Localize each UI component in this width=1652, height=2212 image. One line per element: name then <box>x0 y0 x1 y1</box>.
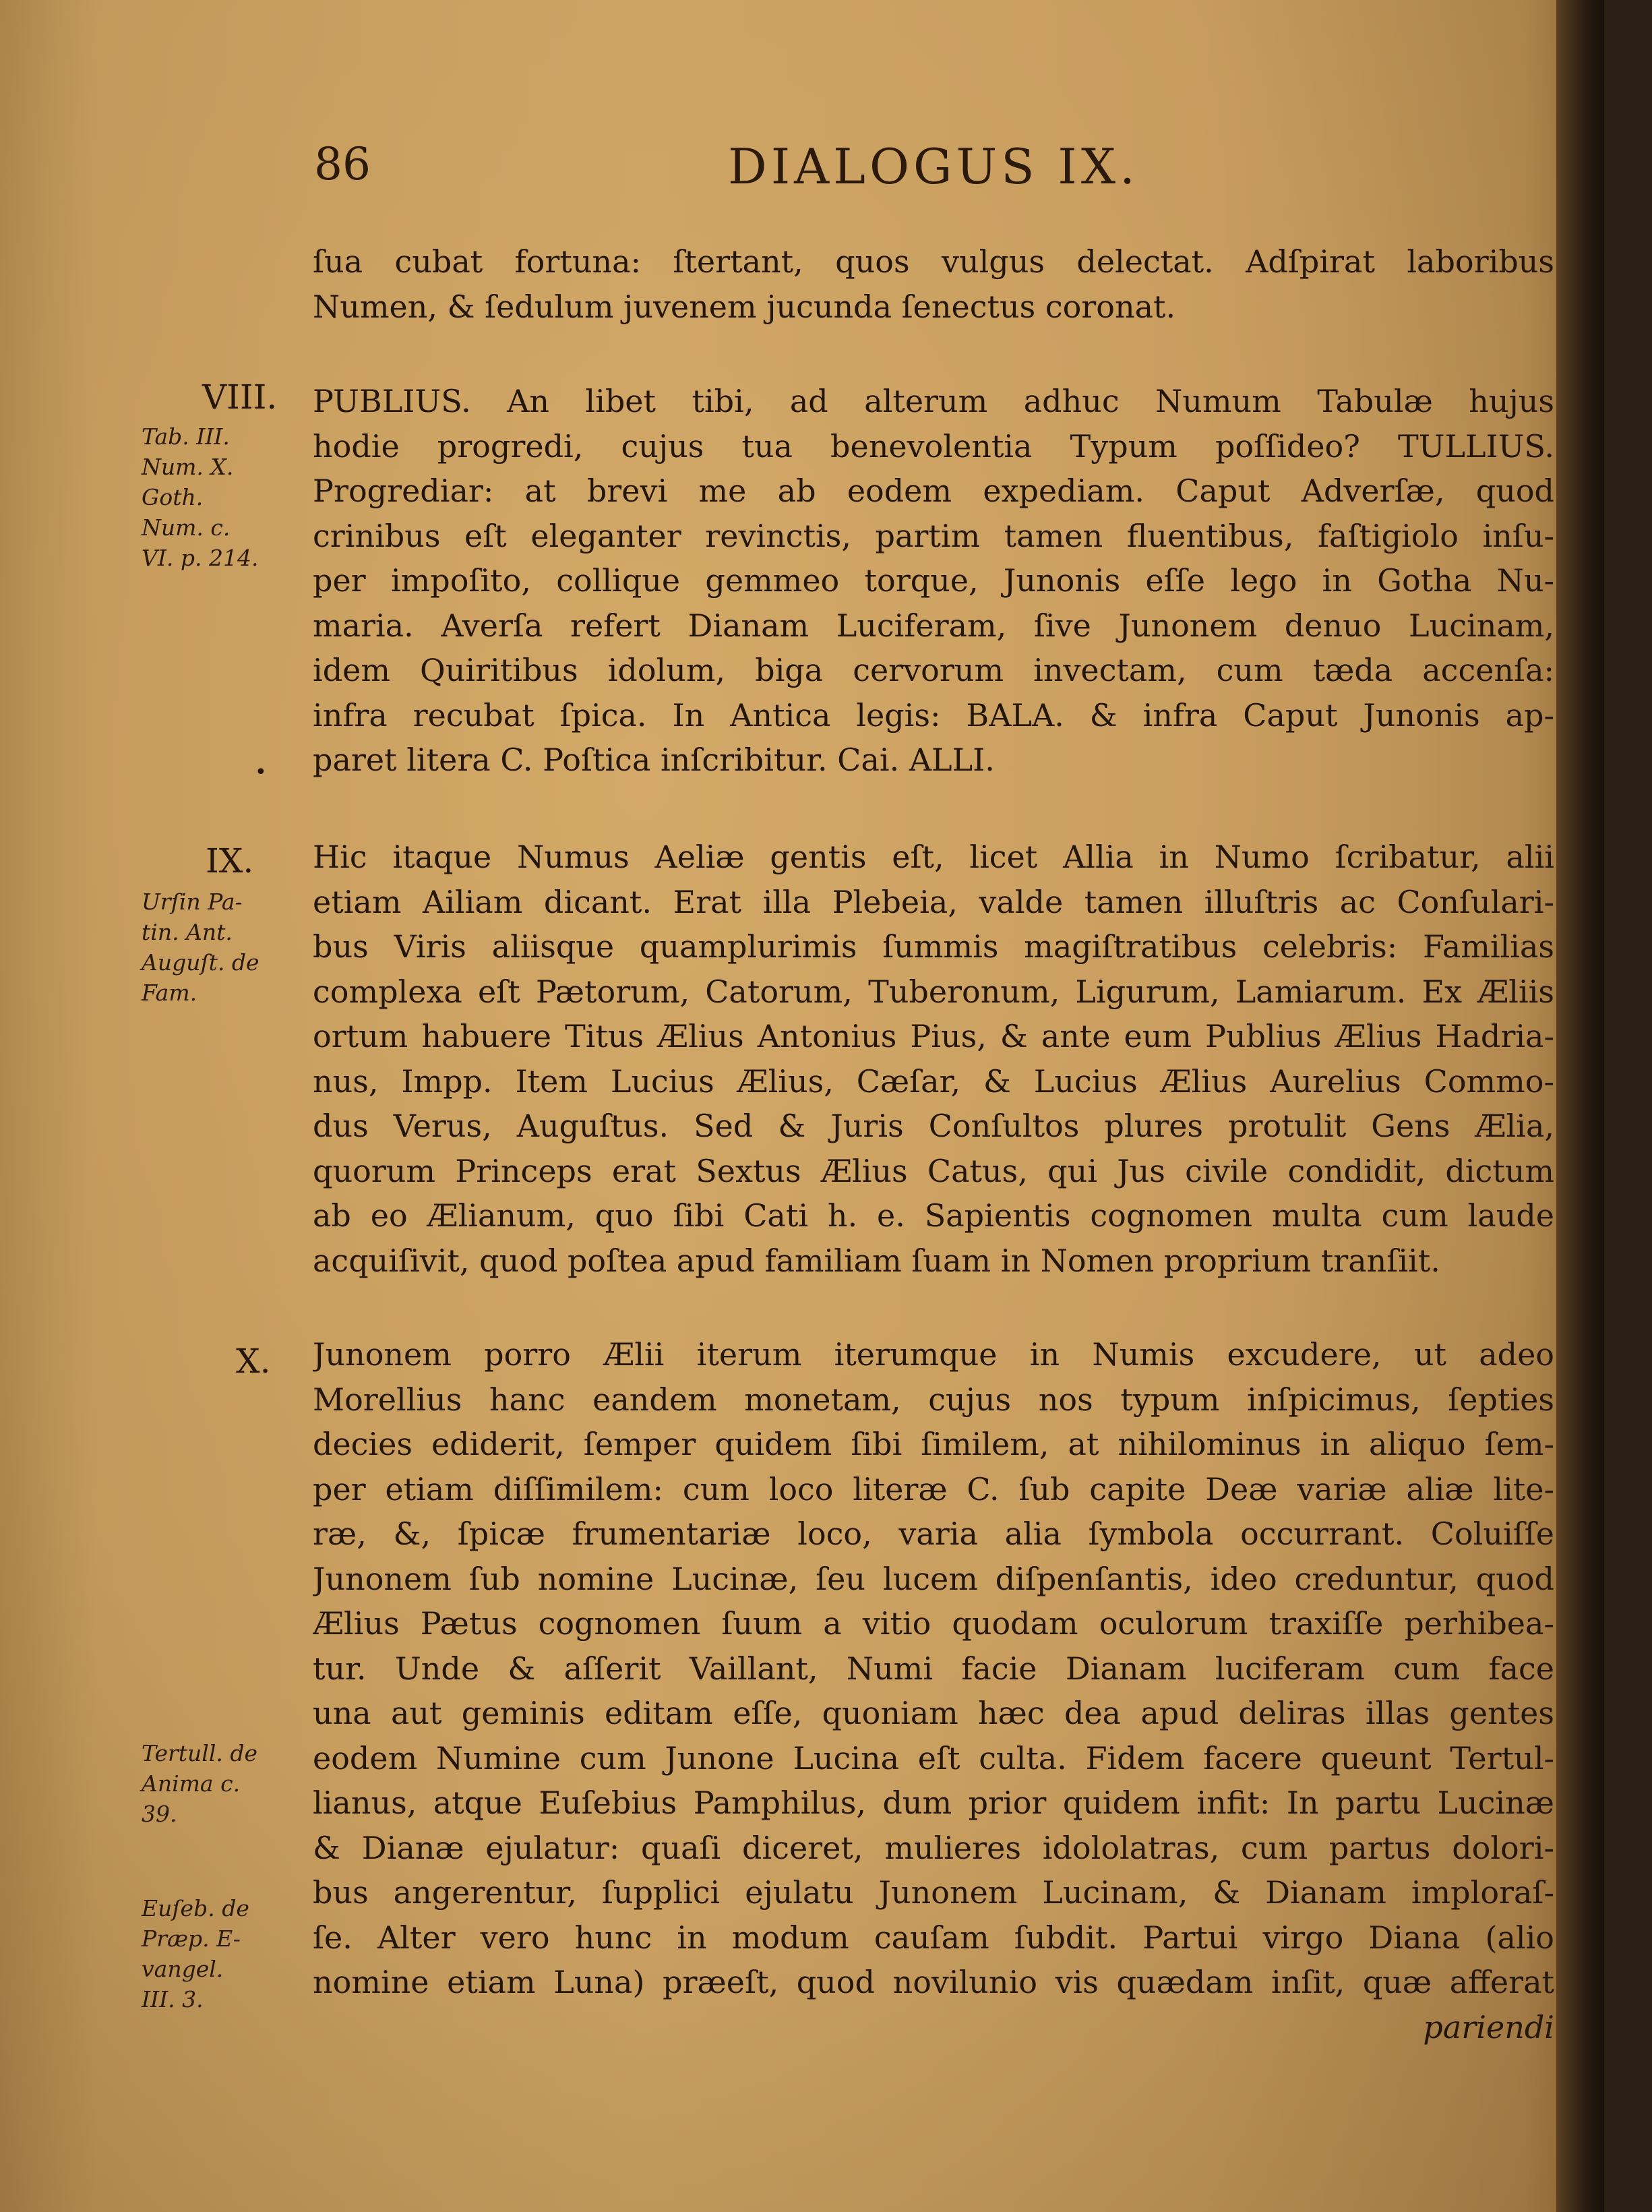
margin-note-line: tin. Ant. <box>142 919 233 945</box>
text-line: tur. Unde & aſſerit Vaillant, Numi facie Dianam luciferam cum face <box>313 1650 1554 1687</box>
margin-note-line: Fam. <box>142 980 197 1006</box>
text-line: quorum Princeps erat Sextus Ælius Catus, qui Jus civile condidit, dictum <box>313 1152 1554 1189</box>
margin-bullet: • <box>255 760 267 784</box>
section-ix-paragraph <box>313 835 1554 1283</box>
text-line: ortum habuere Titus Ælius Antonius Pius, & ante eum Publius Ælius Hadria- <box>313 1018 1554 1054</box>
text-line: bus Viris aliisque quamplurimis ſummis magiſtratibus celebris: Familias <box>313 928 1554 965</box>
margin-note-viii <box>142 421 297 573</box>
text-line: per impoſito, collique gemmeo torque, Junonis eſſe lego in Gotha Nu- <box>313 562 1554 599</box>
margin-note-line: Præp. E- <box>142 1925 241 1952</box>
margin-note-line: 39. <box>142 1801 177 1827</box>
section-number-ix: IX. <box>206 841 254 880</box>
text-line: Hic itaque Numus Aeliæ gentis eſt, licet Allia in Numo ſcribatur, alii <box>313 839 1554 875</box>
book-gutter <box>1556 0 1604 2212</box>
text-line: dus Verus, Auguſtus. Sed & Juris Conſultos plures protulit Gens Ælia, <box>313 1108 1554 1144</box>
text-line: maria. Averſa refert Dianam Luciferam, ſive Junonem denuo Lucinam, <box>313 607 1554 644</box>
text-line: Morellius hanc eandem monetam, cujus nos typum inſpicimus, ſepties <box>313 1381 1554 1418</box>
margin-note-line: III. 3. <box>142 1986 204 2012</box>
text-line: complexa eſt Pætorum, Catorum, Tuberonum, Ligurum, Lamiarum. Ex Æliis <box>313 973 1554 1010</box>
margin-note-line: Anima c. <box>142 1770 241 1797</box>
margin-note-line: Urſin Pa- <box>142 889 243 915</box>
text-line: ræ, &, ſpicæ frumentariæ loco, varia alia ſymbola occurrant. Coluiſſe <box>313 1516 1554 1552</box>
section-viii-paragraph <box>313 379 1554 783</box>
text-line: bus angerentur, ſupplici ejulatu Junonem Lucinam, & Dianam imploraſ- <box>313 1874 1554 1911</box>
text-line: Junonem ſub nomine Lucinæ, ſeu lucem diſpenſantis, ideo creduntur, quod <box>313 1560 1554 1597</box>
text-line: ſua cubat fortuna: ſtertant, quos vulgus delectat. Adſpirat laboribus <box>313 243 1554 280</box>
text-line: PUBLIUS. An libet tibi, ad alterum adhuc Numum Tabulæ hujus <box>313 383 1554 419</box>
intro-paragraph <box>313 239 1554 329</box>
page-number: 86 <box>314 138 371 190</box>
section-number-viii: VIII. <box>202 378 278 417</box>
text-line: nomine etiam Luna) præeſt, quod novilunio vis quædam inſit, quæ afferat <box>313 1964 1554 2000</box>
text-line: idem Quiritibus idolum, biga cervorum invectam, cum tæda accenſa: <box>313 652 1554 688</box>
text-line: acquiſivit, quod poſtea apud familiam ſuam in Nomen proprium tranſiit. <box>313 1242 1440 1279</box>
text-line: eodem Numine cum Junone Lucina eſt culta. Fidem facere queunt Tertul- <box>313 1739 1554 1776</box>
margin-note-line: Tertull. de <box>142 1740 258 1766</box>
margin-note-ix <box>142 887 297 1008</box>
text-line: ab eo Ælianum, quo ſibi Cati h. e. Sapientis cognomen multa cum laude <box>313 1197 1554 1234</box>
running-title: DIALOGUS IX. <box>728 138 1139 195</box>
margin-note-x-eusebius <box>142 1893 297 2014</box>
text-line: & Dianæ ejulatur: quaſi diceret, mulieres idololatras, cum partus dolori- <box>313 1829 1554 1866</box>
margin-note-x-tertullian <box>142 1738 297 1829</box>
text-line: etiam Ailiam dicant. Erat illa Plebeia, valde tamen illuſtris ac Conſulari- <box>313 883 1554 920</box>
text-line: paret litera C. Poſtica inſcribitur. Cai. ALLI. <box>313 742 995 778</box>
margin-note-line: Tab. III. <box>142 423 230 450</box>
text-line: infra recubat ſpica. In Antica legis: BALA. & infra Caput Junonis ap- <box>313 696 1554 734</box>
margin-note-line: Auguſt. de <box>142 949 259 976</box>
text-line: per etiam diſſimilem: cum loco literæ C. ſub capite Deæ variæ aliæ lite- <box>313 1470 1554 1507</box>
text-line: Junonem porro Ælii iterum iterumque in Numis excudere, ut adeo <box>313 1336 1554 1373</box>
text-line: hodie progredi, cujus tua benevolentia Typum poſſideo? TULLIUS. <box>313 427 1554 465</box>
section-x-paragraph <box>313 1332 1554 2050</box>
catchword: pariendi <box>1423 2008 1554 2045</box>
text-line: crinibus eſt eleganter revinctis, partim tamen fluentibus, faſtigiolo inſu- <box>313 517 1554 554</box>
text-line: una aut geminis editam eſſe, quoniam hæc dea apud deliras illas gentes <box>313 1695 1554 1731</box>
text-line: Progrediar: at brevi me ab eodem expediam. Caput Adverſæ, quod <box>313 473 1554 509</box>
text-line: Numen, & ſedulum juvenem jucunda ſenectus coronat. <box>313 288 1176 325</box>
text-line: Ælius Pætus cognomen ſuum a vitio quodam oculorum traxiſſe perhibea- <box>313 1605 1554 1642</box>
margin-note-line: Num. X. <box>142 454 234 480</box>
page-header <box>0 138 1604 199</box>
margin-note-line: Euſeb. de <box>142 1895 249 1921</box>
margin-note-line: Goth. <box>142 484 204 510</box>
text-line: nus, Impp. Item Lucius Ælius, Cæſar, & Lucius Ælius Aurelius Commo- <box>313 1063 1554 1100</box>
margin-note-line: vangel. <box>142 1956 224 1982</box>
text-line: ſe. Alter vero hunc in modum cauſam ſubdit. Partui virgo Diana (alio <box>313 1919 1554 1956</box>
margin-note-line: VI. p. 214. <box>142 545 259 571</box>
margin-note-line: Num. c. <box>142 514 231 541</box>
text-line: lianus, atque Euſebius Pamphilus, dum prior quidem infit: In partu Lucinæ <box>313 1785 1554 1821</box>
section-number-x: X. <box>236 1342 271 1381</box>
text-line: decies ediderit, ſemper quidem ſibi ſimilem, at nihilominus in aliquo ſem- <box>313 1426 1554 1462</box>
